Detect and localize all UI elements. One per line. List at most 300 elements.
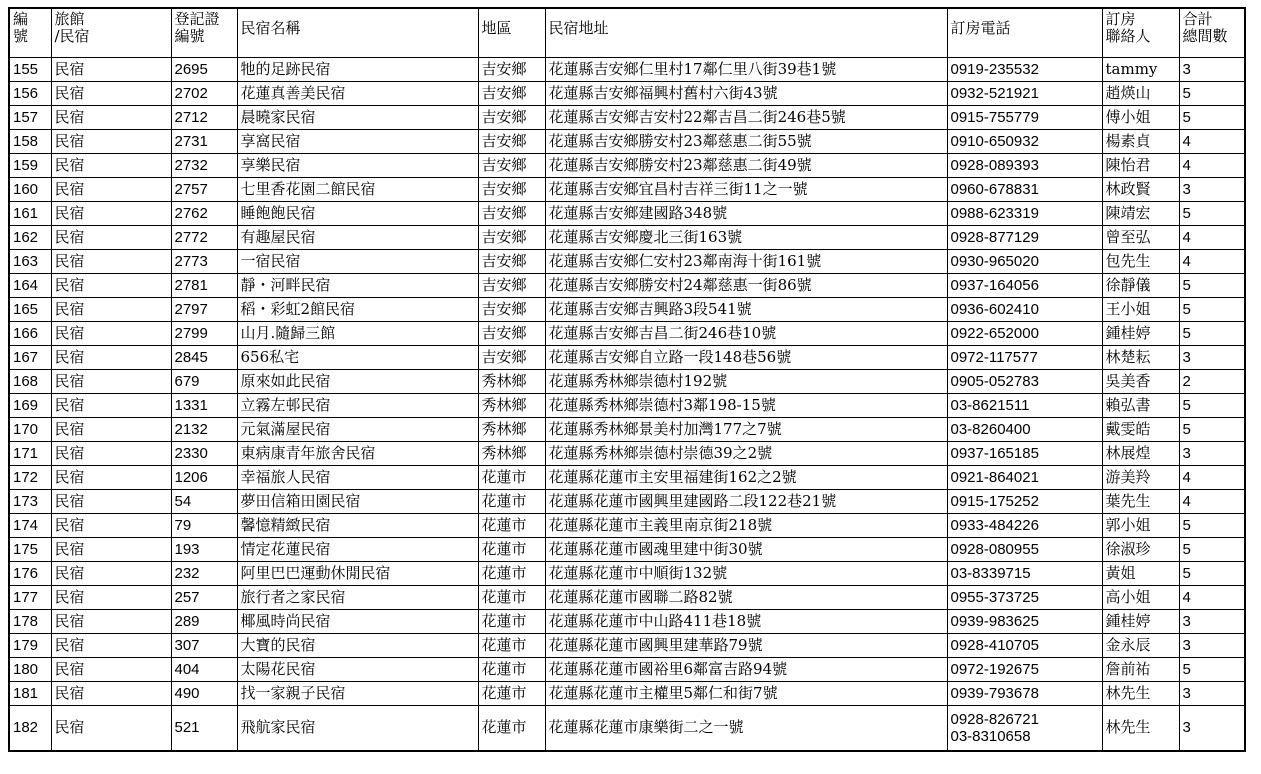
cell-contact: 徐淑珍 <box>1102 538 1179 562</box>
cell-type: 民宿 <box>51 466 171 490</box>
cell-reg: 79 <box>171 514 237 538</box>
cell-contact: 陳靖宏 <box>1102 202 1179 226</box>
cell-type: 民宿 <box>51 706 171 751</box>
cell-address: 花蓮縣花蓮市國裕里6鄰富吉路94號 <box>545 658 947 682</box>
cell-contact: 王小姐 <box>1102 298 1179 322</box>
cell-type: 民宿 <box>51 250 171 274</box>
cell-rooms: 3 <box>1179 610 1245 634</box>
cell-contact: 包先生 <box>1102 250 1179 274</box>
cell-phone <box>947 58 1102 82</box>
cell-reg: 404 <box>171 658 237 682</box>
cell-name: 牠的足跡民宿 <box>237 58 478 82</box>
table-row <box>9 250 1245 274</box>
cell-area: 秀林鄉 <box>478 370 545 394</box>
table-row <box>9 514 1245 538</box>
table-row <box>9 226 1245 250</box>
table-row <box>9 370 1245 394</box>
cell-contact: 陳怡君 <box>1102 154 1179 178</box>
phone-number: 0928-080955 <box>950 541 1039 558</box>
cell-no: 168 <box>9 370 51 394</box>
cell-reg: 679 <box>171 370 237 394</box>
cell-no: 159 <box>9 154 51 178</box>
cell-address: 花蓮縣吉安鄉吉興路3段541號 <box>545 298 947 322</box>
cell-phone <box>947 154 1102 178</box>
cell-name: 立霧左邨民宿 <box>237 394 478 418</box>
cell-reg: 2132 <box>171 418 237 442</box>
cell-address: 花蓮縣吉安鄉宜昌村吉祥三街11之一號 <box>545 178 947 202</box>
table-row <box>9 682 1245 706</box>
table-row <box>9 106 1245 130</box>
table-row <box>9 442 1245 466</box>
cell-contact: 游美羚 <box>1102 466 1179 490</box>
col-header-area: 地區 <box>478 8 545 58</box>
cell-phone <box>947 106 1102 130</box>
cell-name: 靜・河畔民宿 <box>237 274 478 298</box>
cell-no: 162 <box>9 226 51 250</box>
cell-rooms: 5 <box>1179 298 1245 322</box>
phone-number: 0910-650932 <box>950 133 1039 150</box>
cell-rooms: 5 <box>1179 394 1245 418</box>
cell-type: 民宿 <box>51 82 171 106</box>
cell-name: 幸福旅人民宿 <box>237 466 478 490</box>
table-row <box>9 418 1245 442</box>
table-header <box>9 8 1245 58</box>
phone-number: 0921-864021 <box>950 469 1039 486</box>
cell-area: 花蓮市 <box>478 706 545 751</box>
cell-phone <box>947 202 1102 226</box>
cell-address: 花蓮縣花蓮市康樂街二之一號 <box>545 706 947 751</box>
cell-no: 156 <box>9 82 51 106</box>
cell-type: 民宿 <box>51 682 171 706</box>
cell-type: 民宿 <box>51 442 171 466</box>
phone-number: 03-8621511 <box>950 397 1030 414</box>
cell-phone <box>947 538 1102 562</box>
cell-type: 民宿 <box>51 202 171 226</box>
cell-rooms: 5 <box>1179 322 1245 346</box>
table-row <box>9 586 1245 610</box>
cell-name: 元氣滿屋民宿 <box>237 418 478 442</box>
cell-type: 民宿 <box>51 346 171 370</box>
cell-phone <box>947 682 1102 706</box>
cell-reg: 232 <box>171 562 237 586</box>
phone-number: 0928-089393 <box>950 157 1039 174</box>
phone-number: 0928-410705 <box>950 637 1039 654</box>
cell-name: 有趣屋民宿 <box>237 226 478 250</box>
cell-no: 180 <box>9 658 51 682</box>
cell-name: 原來如此民宿 <box>237 370 478 394</box>
phone-number: 0937-165185 <box>950 445 1039 462</box>
cell-area: 花蓮市 <box>478 490 545 514</box>
cell-no: 170 <box>9 418 51 442</box>
cell-reg: 2695 <box>171 58 237 82</box>
phone-number: 0932-521921 <box>950 85 1039 102</box>
cell-rooms: 3 <box>1179 58 1245 82</box>
cell-name: 花蓮真善美民宿 <box>237 82 478 106</box>
cell-contact: 賴弘書 <box>1102 394 1179 418</box>
cell-address: 花蓮縣花蓮市國興里建華路79號 <box>545 634 947 658</box>
cell-reg: 2781 <box>171 274 237 298</box>
cell-contact: tammy <box>1102 58 1179 82</box>
cell-address: 花蓮縣花蓮市國興里建國路二段122巷21號 <box>545 490 947 514</box>
cell-no: 167 <box>9 346 51 370</box>
table-row <box>9 706 1245 751</box>
cell-name: 656私宅 <box>237 346 478 370</box>
cell-phone <box>947 418 1102 442</box>
cell-contact: 林先生 <box>1102 682 1179 706</box>
table-row <box>9 202 1245 226</box>
cell-no: 172 <box>9 466 51 490</box>
cell-no: 176 <box>9 562 51 586</box>
document-page <box>8 7 1246 752</box>
phone-number: 0933-484226 <box>950 517 1039 534</box>
table-row <box>9 562 1245 586</box>
cell-address: 花蓮縣花蓮市國魂里建中街30號 <box>545 538 947 562</box>
cell-reg: 2799 <box>171 322 237 346</box>
cell-no: 169 <box>9 394 51 418</box>
phone-number: 0905-052783 <box>950 373 1039 390</box>
cell-name: 馨憶精緻民宿 <box>237 514 478 538</box>
cell-type: 民宿 <box>51 298 171 322</box>
col-header-phone: 訂房電話 <box>947 8 1102 58</box>
bnb-table <box>8 7 1246 752</box>
cell-type: 民宿 <box>51 658 171 682</box>
cell-reg: 2762 <box>171 202 237 226</box>
cell-reg: 521 <box>171 706 237 751</box>
table-row <box>9 58 1245 82</box>
cell-area: 花蓮市 <box>478 610 545 634</box>
cell-contact: 戴雯皓 <box>1102 418 1179 442</box>
cell-area: 吉安鄉 <box>478 322 545 346</box>
table-row <box>9 154 1245 178</box>
cell-name: 旅行者之家民宿 <box>237 586 478 610</box>
cell-contact: 鍾桂婷 <box>1102 322 1179 346</box>
cell-contact: 林展煌 <box>1102 442 1179 466</box>
cell-type: 民宿 <box>51 610 171 634</box>
cell-rooms: 3 <box>1179 682 1245 706</box>
table-row <box>9 298 1245 322</box>
cell-contact: 葉先生 <box>1102 490 1179 514</box>
cell-contact: 徐靜儀 <box>1102 274 1179 298</box>
cell-address: 花蓮縣秀林鄉崇德村192號 <box>545 370 947 394</box>
cell-name: 享樂民宿 <box>237 154 478 178</box>
cell-contact: 金永辰 <box>1102 634 1179 658</box>
cell-reg: 1206 <box>171 466 237 490</box>
cell-name: 享窩民宿 <box>237 130 478 154</box>
cell-type: 民宿 <box>51 370 171 394</box>
cell-address: 花蓮縣吉安鄉勝安村23鄰慈惠二街55號 <box>545 130 947 154</box>
cell-reg: 2772 <box>171 226 237 250</box>
phone-number: 0937-164056 <box>950 277 1039 294</box>
cell-area: 吉安鄉 <box>478 82 545 106</box>
cell-no: 179 <box>9 634 51 658</box>
col-header-no: 編 號 <box>9 8 51 58</box>
table-row <box>9 178 1245 202</box>
cell-name: 一宿民宿 <box>237 250 478 274</box>
cell-area: 吉安鄉 <box>478 250 545 274</box>
cell-no: 174 <box>9 514 51 538</box>
cell-address: 花蓮縣吉安鄉勝安村23鄰慈惠二街49號 <box>545 154 947 178</box>
cell-area: 花蓮市 <box>478 658 545 682</box>
table-row <box>9 130 1245 154</box>
cell-type: 民宿 <box>51 418 171 442</box>
cell-reg: 2712 <box>171 106 237 130</box>
cell-name: 情定花蓮民宿 <box>237 538 478 562</box>
cell-contact: 楊素貞 <box>1102 130 1179 154</box>
cell-phone <box>947 370 1102 394</box>
col-header-contact: 訂房 聯絡人 <box>1102 8 1179 58</box>
cell-phone <box>947 562 1102 586</box>
cell-type: 民宿 <box>51 322 171 346</box>
cell-address: 花蓮縣吉安鄉慶北三街163號 <box>545 226 947 250</box>
table-row <box>9 658 1245 682</box>
cell-area: 秀林鄉 <box>478 418 545 442</box>
cell-name: 找一家親子民宿 <box>237 682 478 706</box>
cell-type: 民宿 <box>51 58 171 82</box>
cell-name: 東病康青年旅舍民宿 <box>237 442 478 466</box>
cell-rooms: 5 <box>1179 418 1245 442</box>
cell-type: 民宿 <box>51 274 171 298</box>
cell-reg: 2845 <box>171 346 237 370</box>
cell-contact: 詹前祐 <box>1102 658 1179 682</box>
cell-type: 民宿 <box>51 586 171 610</box>
cell-area: 秀林鄉 <box>478 442 545 466</box>
table-row <box>9 490 1245 514</box>
cell-area: 吉安鄉 <box>478 298 545 322</box>
col-header-reg: 登記證 編號 <box>171 8 237 58</box>
cell-area: 花蓮市 <box>478 682 545 706</box>
cell-phone <box>947 658 1102 682</box>
cell-area: 吉安鄉 <box>478 202 545 226</box>
cell-rooms: 5 <box>1179 82 1245 106</box>
cell-no: 178 <box>9 610 51 634</box>
cell-address: 花蓮縣吉安鄉吉安村22鄰吉昌二街246巷5號 <box>545 106 947 130</box>
cell-address: 花蓮縣吉安鄉吉昌二街246巷10號 <box>545 322 947 346</box>
cell-no: 161 <box>9 202 51 226</box>
table-row <box>9 82 1245 106</box>
cell-contact: 傅小姐 <box>1102 106 1179 130</box>
phone-number: 0930-965020 <box>950 253 1039 270</box>
table-row <box>9 274 1245 298</box>
cell-type: 民宿 <box>51 130 171 154</box>
cell-type: 民宿 <box>51 178 171 202</box>
phone-number: 0988-623319 <box>950 205 1039 222</box>
cell-contact: 鍾桂婷 <box>1102 610 1179 634</box>
cell-area: 花蓮市 <box>478 586 545 610</box>
cell-rooms: 4 <box>1179 586 1245 610</box>
cell-name: 椰風時尚民宿 <box>237 610 478 634</box>
cell-reg: 289 <box>171 610 237 634</box>
cell-name: 睡飽飽民宿 <box>237 202 478 226</box>
cell-area: 吉安鄉 <box>478 178 545 202</box>
cell-phone <box>947 322 1102 346</box>
cell-name: 稻・彩虹2館民宿 <box>237 298 478 322</box>
cell-area: 秀林鄉 <box>478 394 545 418</box>
cell-type: 民宿 <box>51 514 171 538</box>
cell-no: 157 <box>9 106 51 130</box>
cell-reg: 2732 <box>171 154 237 178</box>
cell-reg: 2773 <box>171 250 237 274</box>
cell-area: 花蓮市 <box>478 538 545 562</box>
cell-contact: 吳美香 <box>1102 370 1179 394</box>
cell-type: 民宿 <box>51 106 171 130</box>
phone-number: 0915-755779 <box>950 109 1039 126</box>
cell-phone <box>947 346 1102 370</box>
cell-address: 花蓮縣吉安鄉仁安村23鄰南海十街161號 <box>545 250 947 274</box>
cell-name: 太陽花民宿 <box>237 658 478 682</box>
cell-no: 181 <box>9 682 51 706</box>
table-row <box>9 538 1245 562</box>
cell-phone <box>947 394 1102 418</box>
cell-phone <box>947 466 1102 490</box>
cell-rooms: 3 <box>1179 346 1245 370</box>
phone-number: 0972-192675 <box>950 661 1039 678</box>
cell-area: 花蓮市 <box>478 466 545 490</box>
cell-no: 171 <box>9 442 51 466</box>
table-row <box>9 610 1245 634</box>
cell-reg: 193 <box>171 538 237 562</box>
table-row <box>9 394 1245 418</box>
cell-phone <box>947 514 1102 538</box>
cell-phone <box>947 82 1102 106</box>
cell-rooms: 5 <box>1179 202 1245 226</box>
phone-number: 03-8260400 <box>950 421 1031 438</box>
cell-area: 吉安鄉 <box>478 274 545 298</box>
cell-rooms: 5 <box>1179 658 1245 682</box>
cell-area: 吉安鄉 <box>478 226 545 250</box>
cell-rooms: 5 <box>1179 106 1245 130</box>
cell-contact: 高小姐 <box>1102 586 1179 610</box>
cell-address: 花蓮縣秀林鄉崇德村3鄰198-15號 <box>545 394 947 418</box>
cell-type: 民宿 <box>51 226 171 250</box>
cell-phone <box>947 490 1102 514</box>
col-header-name: 民宿名稱 <box>237 8 478 58</box>
cell-area: 吉安鄉 <box>478 106 545 130</box>
cell-address: 花蓮縣吉安鄉仁里村17鄰仁里八街39巷1號 <box>545 58 947 82</box>
cell-name: 夢田信箱田園民宿 <box>237 490 478 514</box>
cell-contact: 郭小姐 <box>1102 514 1179 538</box>
cell-area: 吉安鄉 <box>478 58 545 82</box>
cell-address: 花蓮縣吉安鄉勝安村24鄰慈惠一街86號 <box>545 274 947 298</box>
table-row <box>9 322 1245 346</box>
cell-rooms: 3 <box>1179 442 1245 466</box>
phone-number: 0928-877129 <box>950 229 1039 246</box>
cell-address: 花蓮縣花蓮市國聯二路82號 <box>545 586 947 610</box>
cell-no: 173 <box>9 490 51 514</box>
cell-no: 158 <box>9 130 51 154</box>
phone-number: 0919-235532 <box>950 61 1039 78</box>
cell-name: 飛航家民宿 <box>237 706 478 751</box>
cell-rooms: 3 <box>1179 178 1245 202</box>
cell-phone <box>947 250 1102 274</box>
col-header-type: 旅館 /民宿 <box>51 8 171 58</box>
cell-no: 160 <box>9 178 51 202</box>
col-header-rooms: 合計 總間數 <box>1179 8 1245 58</box>
cell-type: 民宿 <box>51 154 171 178</box>
phone-number: 0915-175252 <box>950 493 1039 510</box>
cell-contact: 曾至弘 <box>1102 226 1179 250</box>
cell-phone <box>947 178 1102 202</box>
cell-area: 花蓮市 <box>478 562 545 586</box>
cell-type: 民宿 <box>51 562 171 586</box>
cell-phone <box>947 442 1102 466</box>
cell-address: 花蓮縣花蓮市主義里南京街218號 <box>545 514 947 538</box>
cell-no: 164 <box>9 274 51 298</box>
cell-contact: 趙煐山 <box>1102 82 1179 106</box>
cell-contact: 黃姐 <box>1102 562 1179 586</box>
cell-phone <box>947 610 1102 634</box>
cell-phone <box>947 226 1102 250</box>
cell-reg: 2330 <box>171 442 237 466</box>
cell-no: 165 <box>9 298 51 322</box>
table-row <box>9 466 1245 490</box>
cell-address: 花蓮縣花蓮市主權里5鄰仁和街7號 <box>545 682 947 706</box>
cell-contact: 林楚耘 <box>1102 346 1179 370</box>
col-header-addr: 民宿地址 <box>545 8 947 58</box>
cell-phone <box>947 298 1102 322</box>
cell-phone <box>947 586 1102 610</box>
cell-name: 大寶的民宿 <box>237 634 478 658</box>
cell-rooms: 4 <box>1179 154 1245 178</box>
cell-rooms: 5 <box>1179 274 1245 298</box>
phone-number: 0939-793678 <box>950 685 1039 702</box>
phone-number: 0922-652000 <box>950 325 1039 342</box>
table-body <box>9 58 1245 751</box>
cell-reg: 257 <box>171 586 237 610</box>
cell-rooms: 5 <box>1179 562 1245 586</box>
cell-phone <box>947 634 1102 658</box>
cell-reg: 54 <box>171 490 237 514</box>
cell-no: 175 <box>9 538 51 562</box>
cell-area: 花蓮市 <box>478 634 545 658</box>
cell-phone <box>947 274 1102 298</box>
cell-name: 七里香花園二館民宿 <box>237 178 478 202</box>
cell-no: 182 <box>9 706 51 751</box>
cell-reg: 2702 <box>171 82 237 106</box>
cell-address: 花蓮縣吉安鄉自立路一段148巷56號 <box>545 346 947 370</box>
cell-no: 155 <box>9 58 51 82</box>
cell-rooms: 2 <box>1179 370 1245 394</box>
cell-rooms: 4 <box>1179 250 1245 274</box>
cell-reg: 2731 <box>171 130 237 154</box>
cell-reg: 2797 <box>171 298 237 322</box>
cell-type: 民宿 <box>51 634 171 658</box>
cell-reg: 1331 <box>171 394 237 418</box>
phone-number: 0939-983625 <box>950 613 1039 630</box>
cell-area: 吉安鄉 <box>478 154 545 178</box>
cell-contact: 林先生 <box>1102 706 1179 751</box>
cell-name: 晨曉家民宿 <box>237 106 478 130</box>
table-row <box>9 634 1245 658</box>
cell-address: 花蓮縣秀林鄉崇德村崇德39之2號 <box>545 442 947 466</box>
cell-name: 阿里巴巴運動休閒民宿 <box>237 562 478 586</box>
cell-rooms: 4 <box>1179 130 1245 154</box>
cell-rooms: 5 <box>1179 538 1245 562</box>
cell-phone <box>947 130 1102 154</box>
cell-type: 民宿 <box>51 394 171 418</box>
phone-number: 0955-373725 <box>950 589 1039 606</box>
cell-rooms: 4 <box>1179 226 1245 250</box>
cell-rooms: 4 <box>1179 490 1245 514</box>
cell-area: 花蓮市 <box>478 514 545 538</box>
cell-rooms: 3 <box>1179 706 1245 751</box>
cell-no: 163 <box>9 250 51 274</box>
phone-number: 0936-602410 <box>950 301 1039 318</box>
phone-number: 03-8339715 <box>950 565 1031 582</box>
cell-no: 177 <box>9 586 51 610</box>
cell-phone <box>947 706 1102 751</box>
cell-address: 花蓮縣花蓮市中山路411巷18號 <box>545 610 947 634</box>
phone-number: 0960-678831 <box>950 181 1039 198</box>
